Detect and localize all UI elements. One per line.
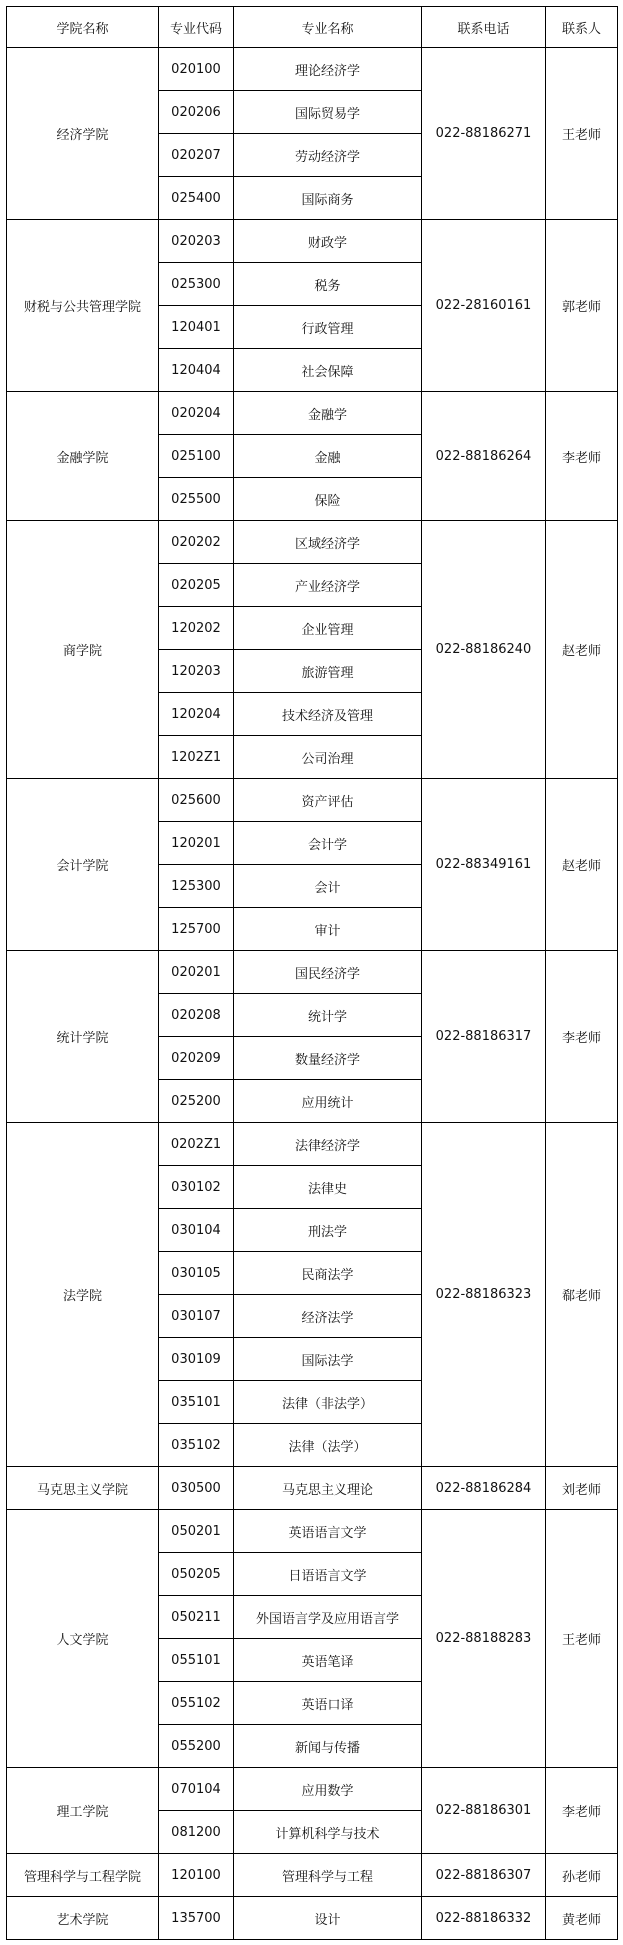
header-contact: 联系人: [546, 7, 618, 48]
major-name-cell: 民商法学: [234, 1252, 422, 1295]
major-name-cell: 区域经济学: [234, 521, 422, 564]
major-name-cell: 计算机科学与技术: [234, 1811, 422, 1854]
major-code-cell: 050201: [159, 1510, 234, 1553]
major-code-cell: 120204: [159, 693, 234, 736]
major-code-cell: 120203: [159, 650, 234, 693]
college-name-cell: 管理科学与工程学院: [7, 1854, 159, 1897]
major-name-cell: 行政管理: [234, 306, 422, 349]
college-name-cell: 会计学院: [7, 779, 159, 951]
major-code-cell: 030109: [159, 1338, 234, 1381]
major-name-cell: 英语语言文学: [234, 1510, 422, 1553]
major-code-cell: 0202Z1: [159, 1123, 234, 1166]
table-row: [7, 220, 618, 263]
college-name-cell: 理工学院: [7, 1768, 159, 1854]
major-name-cell: 资产评估: [234, 779, 422, 822]
major-code-cell: 055101: [159, 1639, 234, 1682]
major-code-cell: 030102: [159, 1166, 234, 1209]
major-name-cell: 经济法学: [234, 1295, 422, 1338]
contact-cell: 王老师: [546, 48, 618, 220]
major-name-cell: 税务: [234, 263, 422, 306]
contact-cell: 李老师: [546, 1768, 618, 1854]
major-name-cell: 国际商务: [234, 177, 422, 220]
college-name-cell: 统计学院: [7, 951, 159, 1123]
major-name-cell: 会计: [234, 865, 422, 908]
major-name-cell: 企业管理: [234, 607, 422, 650]
contact-cell: 郭老师: [546, 220, 618, 392]
major-name-cell: 会计学: [234, 822, 422, 865]
major-name-cell: 保险: [234, 478, 422, 521]
major-code-cell: 020207: [159, 134, 234, 177]
major-name-cell: 法律（法学）: [234, 1424, 422, 1467]
table-row: [7, 1854, 618, 1897]
college-contact-table: [6, 6, 618, 1940]
major-name-cell: 日语语言文学: [234, 1553, 422, 1596]
table-row: [7, 392, 618, 435]
major-code-cell: 025100: [159, 435, 234, 478]
major-code-cell: 025400: [159, 177, 234, 220]
major-code-cell: 025600: [159, 779, 234, 822]
major-code-cell: 020208: [159, 994, 234, 1037]
major-name-cell: 马克思主义理论: [234, 1467, 422, 1510]
table-row: [7, 779, 618, 822]
major-code-cell: 125700: [159, 908, 234, 951]
major-code-cell: 081200: [159, 1811, 234, 1854]
major-code-cell: 030105: [159, 1252, 234, 1295]
table-row: [7, 48, 618, 91]
major-code-cell: 120202: [159, 607, 234, 650]
phone-cell: 022-28160161: [422, 220, 546, 392]
header-row: [7, 7, 618, 48]
major-code-cell: 050211: [159, 1596, 234, 1639]
college-name-cell: 人文学院: [7, 1510, 159, 1768]
contact-cell: 赵老师: [546, 521, 618, 779]
table-row: [7, 1467, 618, 1510]
phone-cell: 022-88186271: [422, 48, 546, 220]
major-code-cell: 020201: [159, 951, 234, 994]
major-name-cell: 产业经济学: [234, 564, 422, 607]
major-code-cell: 020205: [159, 564, 234, 607]
major-name-cell: 数量经济学: [234, 1037, 422, 1080]
table-header: [7, 7, 618, 48]
contact-cell: 孙老师: [546, 1854, 618, 1897]
contact-cell: 王老师: [546, 1510, 618, 1768]
major-name-cell: 旅游管理: [234, 650, 422, 693]
table-body: [7, 48, 618, 1940]
contact-cell: 郗老师: [546, 1123, 618, 1467]
major-name-cell: 刑法学: [234, 1209, 422, 1252]
college-name-cell: 经济学院: [7, 48, 159, 220]
major-name-cell: 国际法学: [234, 1338, 422, 1381]
header-college-name: 学院名称: [7, 7, 159, 48]
major-code-cell: 070104: [159, 1768, 234, 1811]
college-name-cell: 金融学院: [7, 392, 159, 521]
major-code-cell: 020209: [159, 1037, 234, 1080]
major-name-cell: 法律史: [234, 1166, 422, 1209]
contact-cell: 李老师: [546, 951, 618, 1123]
major-code-cell: 020203: [159, 220, 234, 263]
major-name-cell: 技术经济及管理: [234, 693, 422, 736]
major-code-cell: 120401: [159, 306, 234, 349]
phone-cell: 022-88188283: [422, 1510, 546, 1768]
header-major-name: 专业名称: [234, 7, 422, 48]
table-row: [7, 521, 618, 564]
phone-cell: 022-88349161: [422, 779, 546, 951]
major-code-cell: 050205: [159, 1553, 234, 1596]
major-code-cell: 025500: [159, 478, 234, 521]
contact-cell: 李老师: [546, 392, 618, 521]
major-name-cell: 劳动经济学: [234, 134, 422, 177]
major-code-cell: 020202: [159, 521, 234, 564]
major-code-cell: 020204: [159, 392, 234, 435]
major-code-cell: 125300: [159, 865, 234, 908]
major-code-cell: 055200: [159, 1725, 234, 1768]
major-name-cell: 英语笔译: [234, 1639, 422, 1682]
major-code-cell: 035101: [159, 1381, 234, 1424]
major-name-cell: 法律经济学: [234, 1123, 422, 1166]
major-name-cell: 国民经济学: [234, 951, 422, 994]
major-code-cell: 020100: [159, 48, 234, 91]
major-name-cell: 审计: [234, 908, 422, 951]
major-code-cell: 025200: [159, 1080, 234, 1123]
college-name-cell: 法学院: [7, 1123, 159, 1467]
major-code-cell: 055102: [159, 1682, 234, 1725]
major-name-cell: 应用统计: [234, 1080, 422, 1123]
phone-cell: 022-88186307: [422, 1854, 546, 1897]
contact-cell: 刘老师: [546, 1467, 618, 1510]
college-name-cell: 商学院: [7, 521, 159, 779]
major-code-cell: 120404: [159, 349, 234, 392]
major-name-cell: 金融学: [234, 392, 422, 435]
phone-cell: 022-88186264: [422, 392, 546, 521]
major-name-cell: 外国语言学及应用语言学: [234, 1596, 422, 1639]
major-name-cell: 英语口译: [234, 1682, 422, 1725]
major-name-cell: 管理科学与工程: [234, 1854, 422, 1897]
table-row: [7, 1897, 618, 1940]
major-code-cell: 030104: [159, 1209, 234, 1252]
phone-cell: 022-88186317: [422, 951, 546, 1123]
table-row: [7, 1510, 618, 1553]
major-name-cell: 金融: [234, 435, 422, 478]
major-name-cell: 社会保障: [234, 349, 422, 392]
table-row: [7, 951, 618, 994]
major-name-cell: 新闻与传播: [234, 1725, 422, 1768]
major-name-cell: 公司治理: [234, 736, 422, 779]
header-major-code: 专业代码: [159, 7, 234, 48]
phone-cell: 022-88186301: [422, 1768, 546, 1854]
table-row: [7, 1123, 618, 1166]
header-phone: 联系电话: [422, 7, 546, 48]
major-name-cell: 统计学: [234, 994, 422, 1037]
major-name-cell: 国际贸易学: [234, 91, 422, 134]
major-code-cell: 020206: [159, 91, 234, 134]
major-code-cell: 1202Z1: [159, 736, 234, 779]
major-code-cell: 025300: [159, 263, 234, 306]
major-name-cell: 理论经济学: [234, 48, 422, 91]
contact-cell: 赵老师: [546, 779, 618, 951]
phone-cell: 022-88186284: [422, 1467, 546, 1510]
major-name-cell: 法律（非法学）: [234, 1381, 422, 1424]
phone-cell: 022-88186323: [422, 1123, 546, 1467]
major-code-cell: 120100: [159, 1854, 234, 1897]
major-name-cell: 应用数学: [234, 1768, 422, 1811]
major-code-cell: 030107: [159, 1295, 234, 1338]
major-code-cell: 135700: [159, 1897, 234, 1940]
contact-cell: 黄老师: [546, 1897, 618, 1940]
major-code-cell: 035102: [159, 1424, 234, 1467]
college-name-cell: 艺术学院: [7, 1897, 159, 1940]
college-name-cell: 财税与公共管理学院: [7, 220, 159, 392]
college-name-cell: 马克思主义学院: [7, 1467, 159, 1510]
major-name-cell: 设计: [234, 1897, 422, 1940]
table-row: [7, 1768, 618, 1811]
major-code-cell: 030500: [159, 1467, 234, 1510]
major-name-cell: 财政学: [234, 220, 422, 263]
phone-cell: 022-88186240: [422, 521, 546, 779]
phone-cell: 022-88186332: [422, 1897, 546, 1940]
major-code-cell: 120201: [159, 822, 234, 865]
